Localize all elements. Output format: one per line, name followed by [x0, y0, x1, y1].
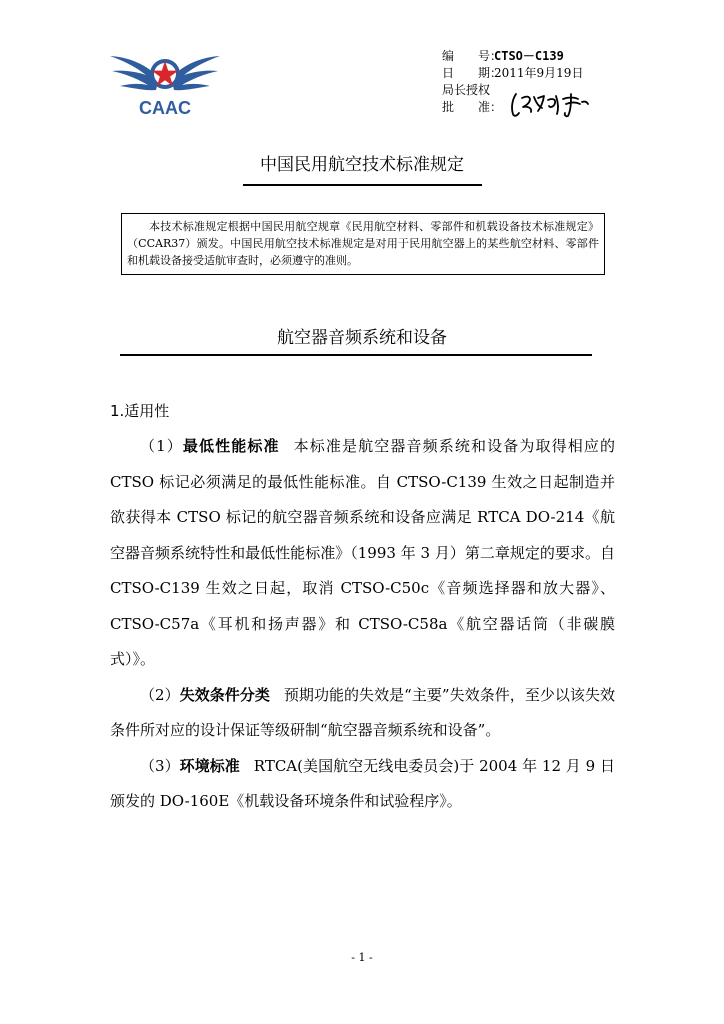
applicability-body: [110, 429, 615, 820]
standard-title-underline: [120, 354, 592, 356]
document-number-row: [442, 48, 583, 65]
paragraph-text: RTCA(美国航空无线电委员会)于 2004 年 12 月 9 日颁发的 DO-160E《机载设备环境条件和试验程序》。: [110, 756, 615, 810]
document-title: 中国民用航空技术标准规定: [260, 155, 464, 175]
paragraph-failure-classification: [110, 678, 615, 749]
term-failure-classification: 失效条件分类: [179, 685, 270, 704]
standard-title: 航空器音频系统和设备: [277, 328, 447, 348]
term-min-performance-standard: 最低性能标准: [182, 437, 280, 455]
logo-text: CAAC: [139, 98, 191, 118]
paragraph-min-performance: [110, 429, 615, 678]
paragraph-text: 本标准是航空器音频系统和设备为取得相应的 CTSO 标记必须满足的最低性能标准。自 CTSO-C139 生效之日起制造并欲获得本 CTSO 标记的航空器音频系统和设备应满足 RTCA DO-214《航空器音频系统特性和最低性能标准》（1993 年 3 月）第二章规定的要求。自 CTSO-C139 生效之日起，取消 CTSO-C50c《音频选择器和放大器》、CTSO-C57a《耳机和扬声器》和 CTSO-C58a《航空器话筒（非碳膜式）》。: [110, 437, 615, 668]
document-number-label: 编 号：: [442, 49, 503, 63]
document-date: 2011年9月19日: [494, 66, 584, 80]
term-environmental-standard: 环境标准: [179, 756, 240, 775]
paragraph-number: （2）: [140, 685, 180, 704]
approval-authority-label: 局长授权: [442, 83, 491, 97]
page-number: - 1 -: [351, 951, 373, 964]
document-date-label: 日 期：: [442, 66, 503, 80]
paragraph-number: （1）: [140, 437, 183, 455]
approval-label: 批 准：: [442, 100, 503, 114]
approver-signature: [508, 90, 590, 118]
paragraph-number: （3）: [140, 756, 180, 775]
title-underline: [243, 184, 482, 186]
section-heading-applicability: 1.适用性: [110, 402, 170, 420]
issuance-notice-box: 本技术标准规定根据中国民用航空规章《民用航空材料、零部件和机载设备技术标准规定》（CCAR37）颁发。中国民用航空技术标准规定是对用于民用航空器上的某些航空材料、零部件和机载设备接受适航审查时，必须遵守的准则。: [121, 213, 605, 275]
caac-logo: [108, 48, 222, 120]
document-date-row: [442, 65, 583, 82]
document-number: CTSO－C139: [494, 49, 564, 63]
paragraph-text: 预期功能的失效是“主要”失效条件，至少以该失效条件所对应的设计保证等级研制“航空器音频系统和设备”。: [110, 685, 615, 739]
paragraph-environmental-standard: [110, 749, 615, 820]
